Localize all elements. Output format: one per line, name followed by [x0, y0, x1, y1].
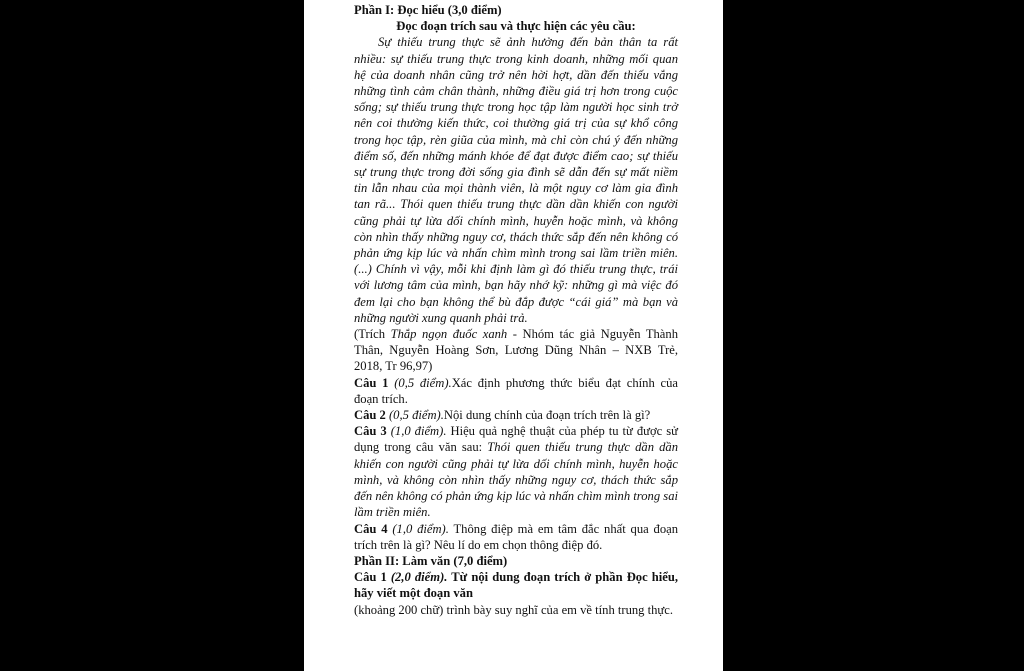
question-2: [354, 407, 678, 423]
question-3-label: Câu 3: [354, 424, 387, 439]
question-3-text: Hiệu quả nghệ thuật của phép tu từ được sử dụng trong câu văn sau:: [354, 424, 678, 455]
source-details: - Nhóm tác giả Nguyễn Thành Thân, Nguyễn Hoàng Sơn, Lương Dũng Nhân – NXB Trẻ, 2018, Tr 96,97): [354, 327, 678, 374]
question-2-score: (0,5 điểm).: [385, 408, 444, 423]
question-3-score: (1,0 điểm).: [386, 424, 447, 439]
question-1-score: (0,5 điểm).: [388, 375, 452, 390]
question-3-quote: Thói quen thiếu trung thực dần dần khiến con người cũng phải tự lừa dối chính mình, huyễn hoặc mình, và không còn nhìn thấy những nguy cơ, thách thức sắp đến nên không có phản ứng kịp lúc và nhấn chìm mình trong sai lầm triền miên.: [354, 440, 678, 520]
question-4-score: (1,0 điểm).: [387, 521, 449, 536]
part2-question-1-score: (2,0 điểm).: [386, 570, 448, 585]
page-content: [354, 2, 678, 618]
question-3: [354, 423, 678, 520]
part2-question-1: [354, 569, 678, 601]
question-1-label: Câu 1: [354, 375, 389, 390]
passage-source: [354, 326, 678, 375]
question-4: [354, 521, 678, 553]
part2-question-1-label: Câu 1: [354, 570, 387, 585]
question-2-text: Nội dung chính của đoạn trích trên là gì?: [443, 408, 651, 423]
part2-question-1-continuation: (khoảng 200 chữ) trình bày suy nghĩ của em về tính trung thực.: [354, 602, 673, 617]
source-prefix: (Trích: [354, 327, 391, 342]
part2-title: Phần II: Làm văn (7,0 điểm): [354, 553, 508, 568]
reading-passage: Sự thiếu trung thực sẽ ảnh hưởng đến bản thân ta rất nhiều: sự thiếu trung thực trong kinh doanh, những mối quan hệ của doanh nhân cũng trở nên hời hợt, dần đến thiếu vắng những tình cảm chân thành, những điều giá trị hơn trong cuộc sống; sự thiếu trung thực trong học tập làm người học sinh trở nên coi thường kiến thức, coi thường giá trị của sự khổ công trong học tập, rèn giũa của mình, mà chỉ còn chú ý đến những điểm số, đến những mánh khóe để đạt được điểm cao; sự thiếu sự trung thực trong đời sống gia đình sẽ dẫn đến sự mất niềm tin lẫn nhau của mọi thành viên, là một nguy cơ làm gia đình tan rã... Thói quen thiếu trung thực dần dần khiến con người cũng phải tự lừa dối chính mình, huyễn hoặc mình, và không còn nhìn thấy những nguy cơ, thách thức sắp đến nên không có phản ứng kịp lúc và nhấn chìm mình trong sai lầm triền miên. (...) Chính vì vậy, mỗi khi định làm gì đó thiếu trung thực, trái với lương tâm của mình, bạn hãy nhớ kỹ: những gì mà việc đó đem lại cho bạn không thể bù đắp được “cái giá” mà bạn và những người xung quanh phải trả.: [354, 35, 678, 325]
question-2-label: Câu 2: [354, 408, 386, 423]
part1-title: Phần I: Đọc hiểu (3,0 điểm): [354, 3, 502, 17]
document-page: [304, 0, 723, 671]
source-book-title: Thắp ngọn đuốc xanh: [390, 327, 508, 342]
question-4-label: Câu 4: [354, 521, 388, 536]
question-1: [354, 375, 678, 407]
part1-instruction: Đọc đoạn trích sau và thực hiện các yêu cầu:: [396, 19, 636, 34]
question-4-text: Thông điệp mà em tâm đắc nhất qua đoạn trích trên là gì? Nêu lí do em chọn thông điệp đó.: [354, 521, 679, 552]
question-1-text: Xác định phương thức biểu đạt chính của đoạn trích.: [354, 375, 678, 406]
part2-question-1-text: Từ nội dung đoạn trích ở phần Đọc hiểu, hãy viết một đoạn văn: [354, 570, 678, 601]
